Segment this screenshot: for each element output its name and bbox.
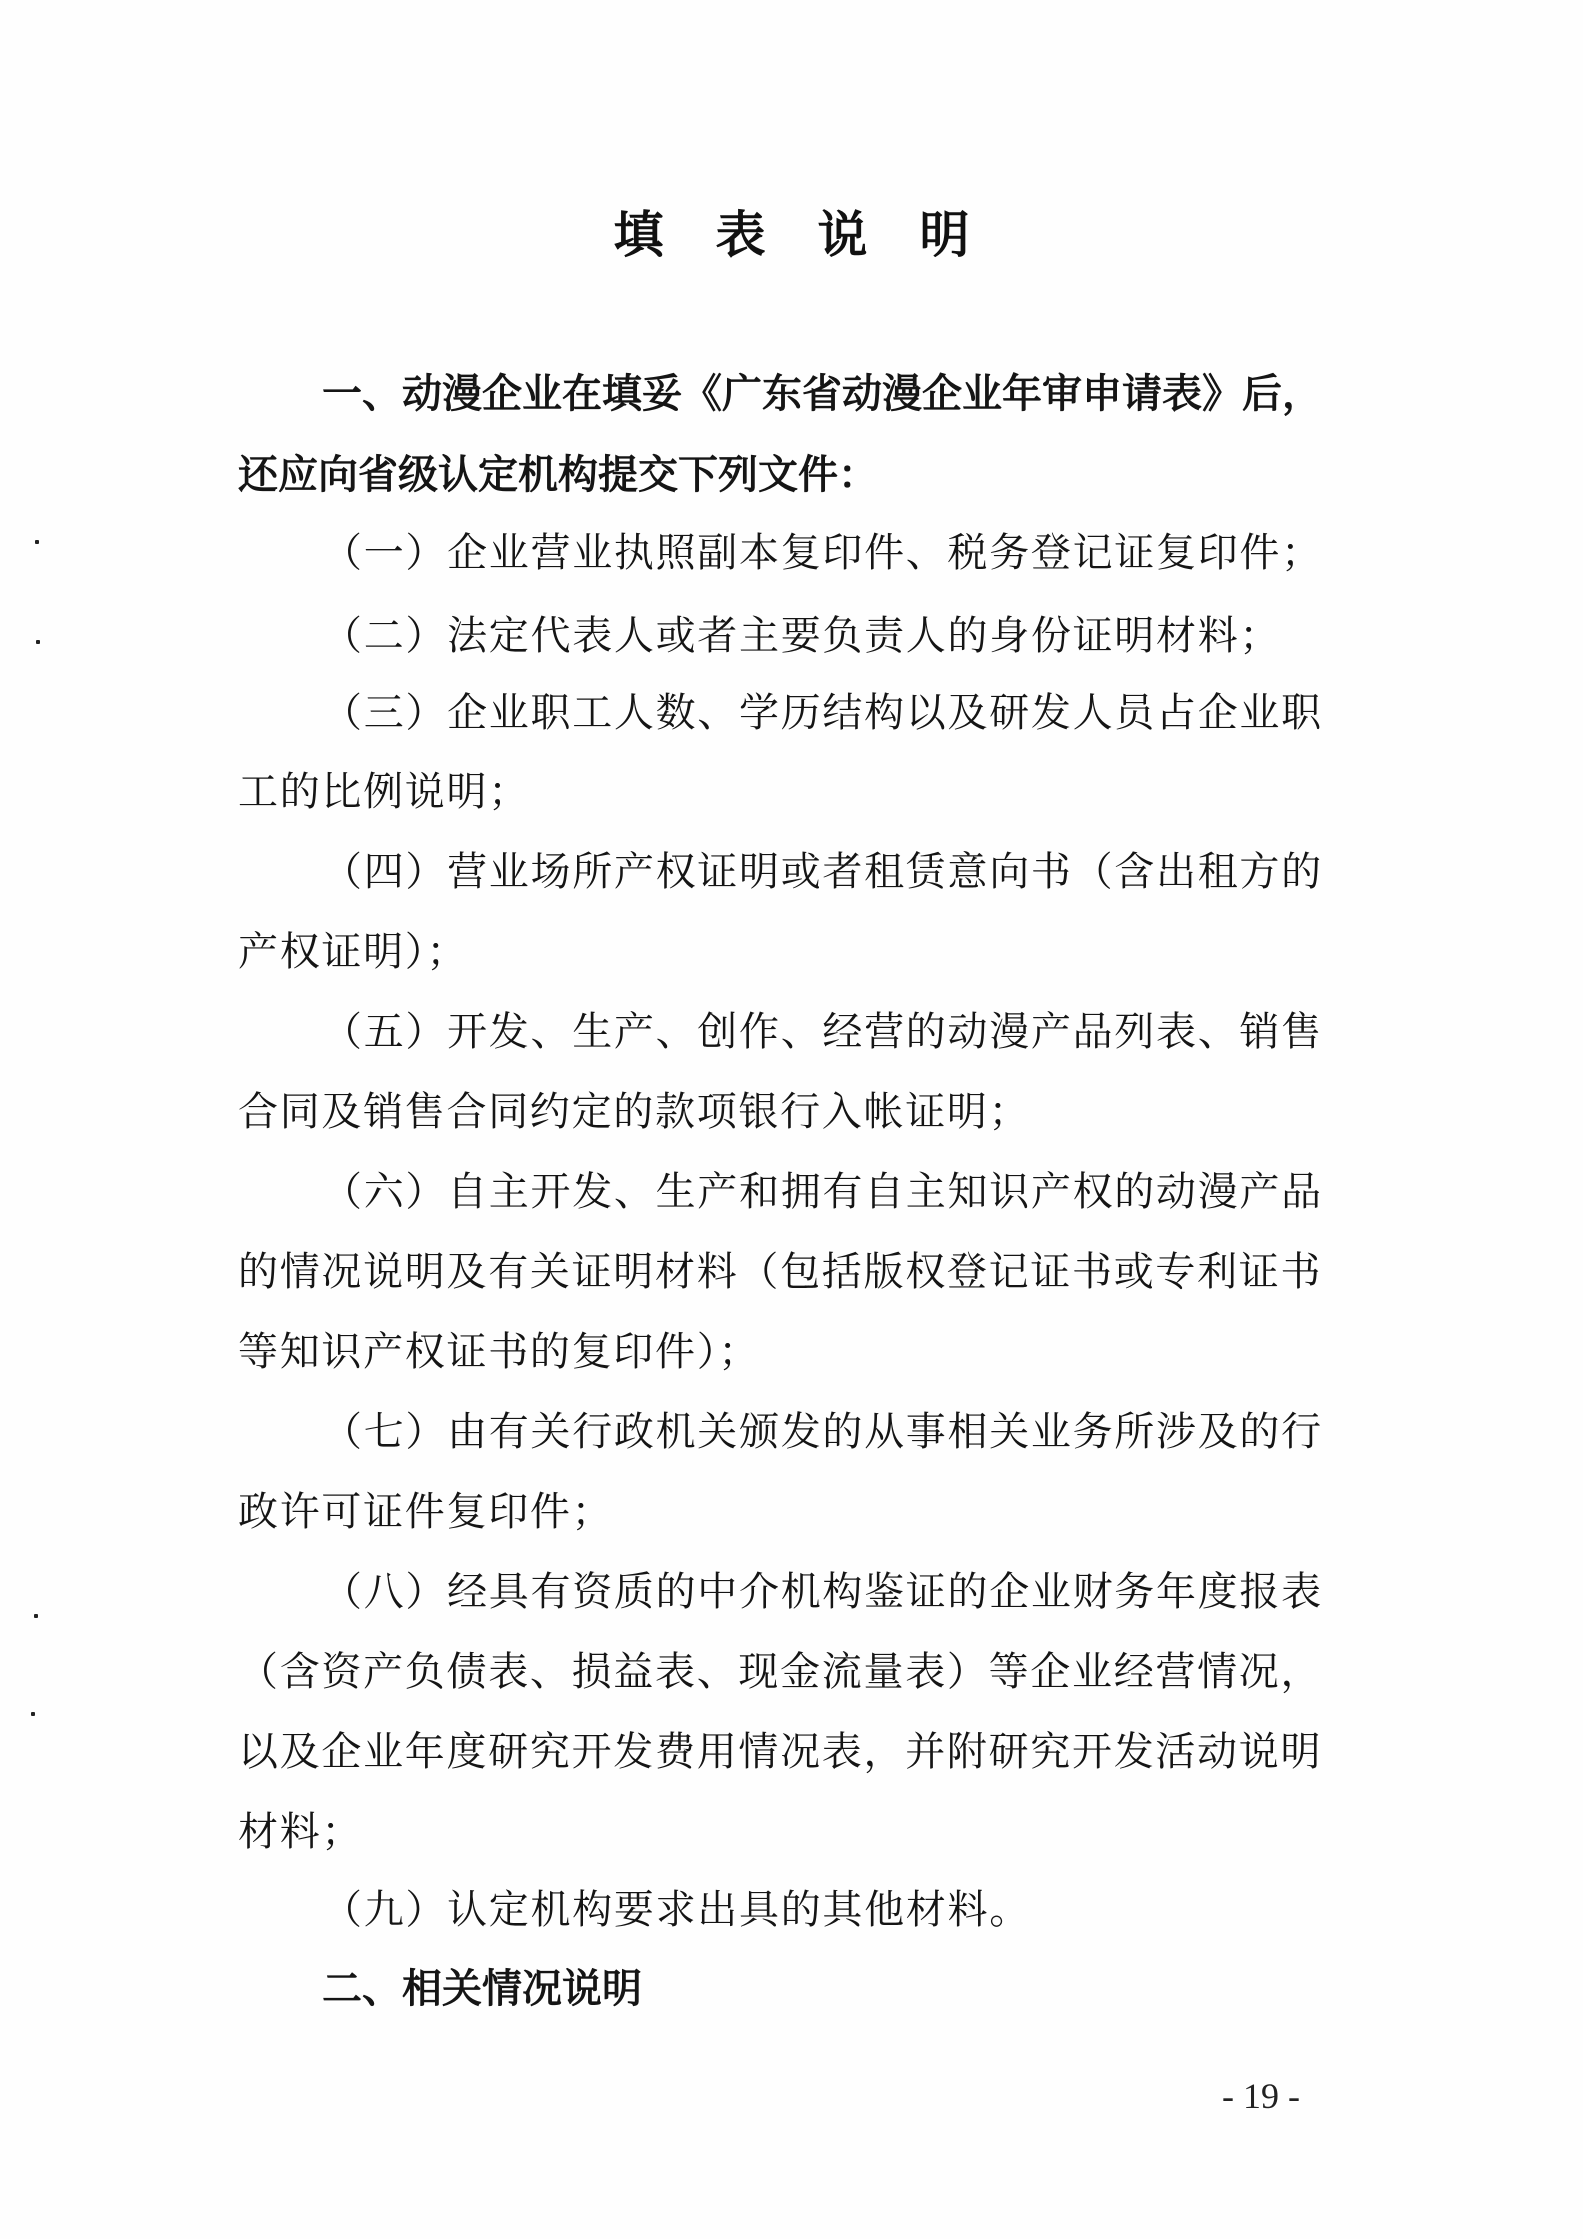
list-item-4: （四）营业场所产权证明或者租赁意向书（含出租方的	[322, 849, 1323, 895]
list-item-4-cont: 产权证明）；	[238, 929, 469, 975]
list-item-8-cont: 材料；	[238, 1809, 364, 1855]
title-char: 明	[919, 205, 970, 264]
list-item-7: （七）由有关行政机关颁发的从事相关业务所涉及的行	[322, 1409, 1323, 1455]
title-char: 填	[613, 205, 664, 264]
list-item-5: （五）开发、生产、创作、经营的动漫产品列表、销售	[322, 1009, 1323, 1055]
section-1-heading-cont: 还应向省级认定机构提交下列文件：	[238, 452, 878, 498]
list-item-6: （六）自主开发、生产和拥有自主知识产权的动漫产品	[322, 1169, 1323, 1215]
section-2-heading: 二、相关情况说明	[322, 1966, 642, 2012]
list-item-3: （三）企业职工人数、学历结构以及研发人员占企业职	[322, 690, 1323, 736]
list-item-8-cont: 以及企业年度研究开发费用情况表，并附研究开发活动说明	[238, 1729, 1323, 1775]
list-item-8-cont: （含资产负债表、损益表、现金流量表）等企业经营情况，	[238, 1649, 1323, 1695]
list-item-3-cont: 工的比例说明；	[238, 769, 530, 815]
margin-mark	[34, 1614, 38, 1618]
list-item-7-cont: 政许可证件复印件；	[238, 1489, 614, 1535]
section-1-heading: 一、动漫企业在填妥《广东省动漫企业年审申请表》后，	[322, 371, 1322, 417]
list-item-6-cont: 等知识产权证书的复印件）；	[238, 1329, 761, 1375]
page-title	[0, 205, 1583, 265]
list-item-2: （二）法定代表人或者主要负责人的身份证明材料；	[322, 613, 1282, 659]
margin-mark	[31, 1712, 35, 1716]
margin-mark	[35, 540, 39, 544]
list-item-8: （八）经具有资质的中介机构鉴证的企业财务年度报表	[322, 1569, 1323, 1615]
title-char: 说	[817, 205, 868, 264]
list-item-1: （一）企业营业执照副本复印件、税务登记证复印件；	[322, 530, 1323, 576]
list-item-9: （九）认定机构要求出具的其他材料。	[322, 1887, 1031, 1933]
page-number: - 19 -	[1222, 2076, 1300, 2116]
list-item-5-cont: 合同及销售合同约定的款项银行入帐证明；	[238, 1089, 1031, 1135]
margin-mark	[36, 640, 40, 644]
list-item-6-cont: 的情况说明及有关证明材料（包括版权登记证书或专利证书	[238, 1249, 1323, 1295]
title-char: 表	[715, 205, 766, 264]
